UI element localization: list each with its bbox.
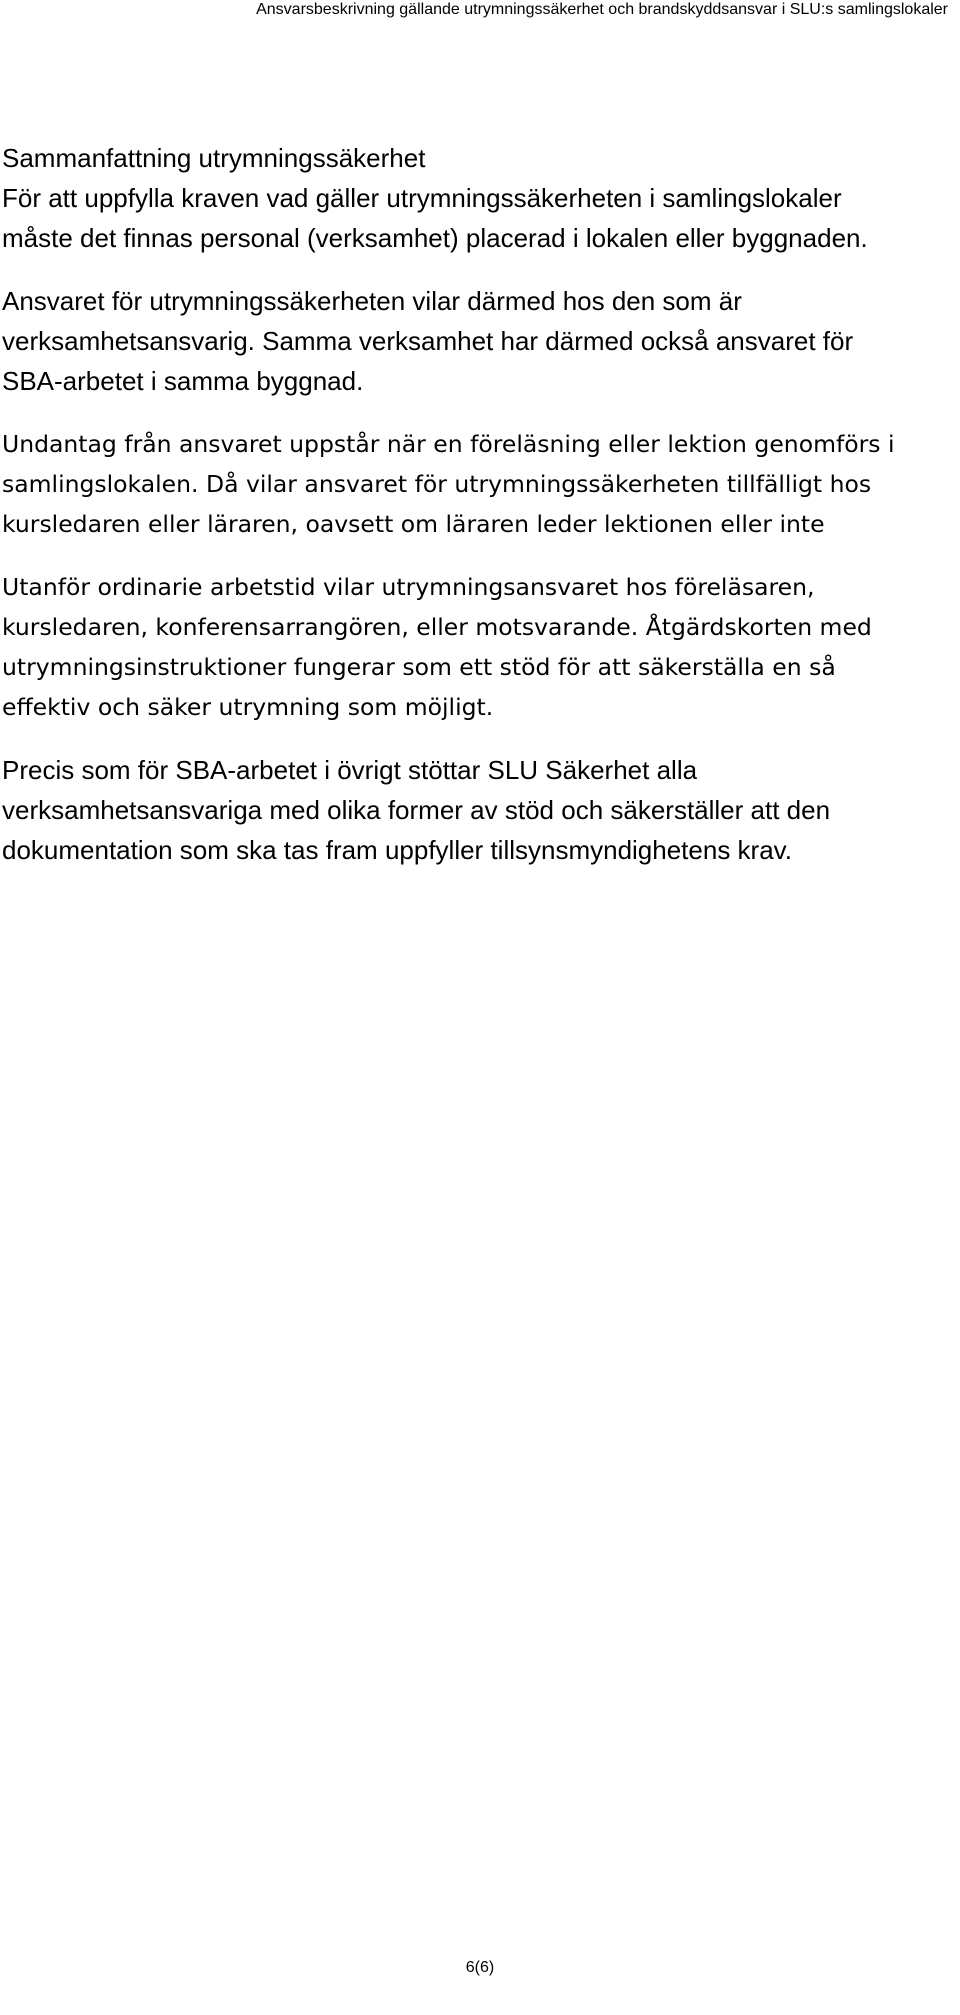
paragraph-line: verksamhetsansvariga med olika former av stöd och säkerställer att den — [2, 795, 831, 825]
paragraph-line: För att uppfylla kraven vad gäller utrymningssäkerheten i samlingslokaler — [2, 183, 842, 213]
paragraph-line: måste det finnas personal (verksamhet) placerad i lokalen eller byggnaden. — [2, 223, 868, 253]
paragraph-after-hours — [2, 567, 952, 727]
paragraph-exception — [2, 424, 952, 544]
paragraph-responsibility — [2, 281, 952, 401]
paragraph-line: dokumentation som ska tas fram uppfyller tillsynsmyndighetens krav. — [2, 835, 792, 865]
paragraph-line: effektiv och säker utrymning som möjligt. — [2, 693, 494, 721]
paragraph-personal-requirement — [2, 178, 952, 258]
running-header: Ansvarsbeskrivning gällande utrymningssäkerhet och brandskyddsansvar i SLU:s samlingslokaler — [256, 1, 948, 18]
section-heading: Sammanfattning utrymningssäkerhet — [2, 143, 426, 173]
paragraph-line: verksamhetsansvarig. Samma verksamhet har därmed också ansvaret för — [2, 326, 854, 356]
paragraph-line: SBA-arbetet i samma byggnad. — [2, 366, 364, 396]
document-body — [2, 138, 952, 893]
paragraph-support — [2, 750, 952, 870]
paragraph-line: kursledaren eller läraren, oavsett om läraren leder lektionen eller inte — [2, 510, 825, 538]
paragraph-line: Utanför ordinarie arbetstid vilar utrymningsansvaret hos föreläsaren, — [2, 573, 815, 601]
paragraph-line: samlingslokalen. Då vilar ansvaret för utrymningssäkerheten tillfälligt hos — [2, 470, 872, 498]
paragraph-line: Ansvaret för utrymningssäkerheten vilar därmed hos den som är — [2, 286, 742, 316]
paragraph-line: Undantag från ansvaret uppstår när en föreläsning eller lektion genomförs i — [2, 430, 895, 458]
page-number: 6(6) — [465, 1959, 495, 1976]
paragraph-line: Precis som för SBA-arbetet i övrigt stöttar SLU Säkerhet alla — [2, 755, 698, 785]
paragraph-line: kursledaren, konferensarrangören, eller motsvarande. Åtgärdskorten med — [2, 613, 872, 641]
paragraph-line: utrymningsinstruktioner fungerar som ett stöd för att säkerställa en så — [2, 653, 836, 681]
